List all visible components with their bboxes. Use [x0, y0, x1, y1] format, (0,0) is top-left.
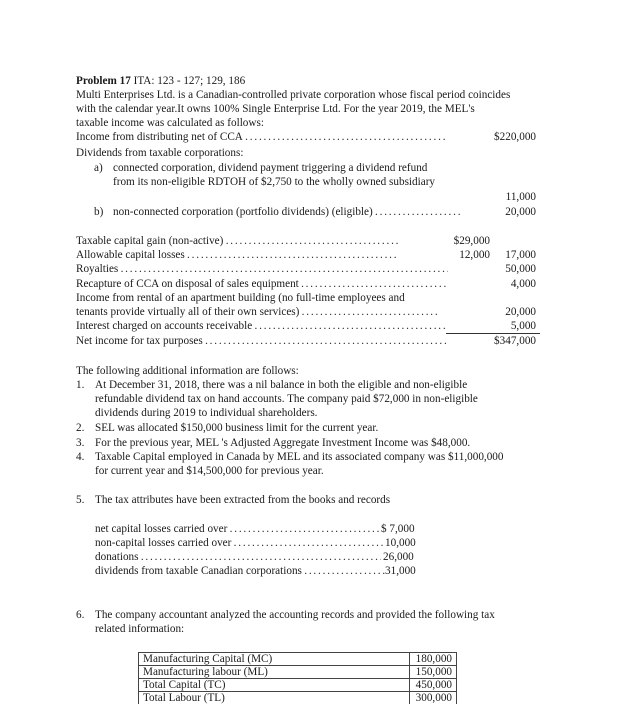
table-row — [139, 692, 457, 705]
interest-label: Interest charged on accounts receivable . . . — [76, 320, 446, 333]
attr-net-capital-losses-value: $ 7,000 — [381, 523, 415, 535]
ita-reference: ITA: 123 - 127; 129, 186 — [130, 75, 246, 87]
table-row — [139, 666, 457, 679]
dividends-heading: Dividends from taxable corporations: — [76, 147, 244, 159]
rental-line-2: tenants provide virtually all of their own services) . . . — [76, 306, 440, 319]
tc-value: 450,000 — [410, 679, 457, 692]
allowable-capital-losses-label: Allowable capital losses . . . — [76, 249, 398, 262]
net-income-label: Net income for tax purposes . . . — [76, 335, 446, 348]
recapture-value: 4,000 — [510, 278, 536, 290]
item-a-line-2: from its non-eligible RDTOH of $2,750 to the wholly owned subsidiary — [113, 176, 436, 188]
additional-item-1-num: 1. — [76, 379, 85, 391]
taxable-capital-gain-amount: $29,000 — [453, 235, 490, 247]
mc-value: 180,000 — [410, 653, 457, 666]
attr-dividends-label: dividends from taxable Canadian corporations . . . — [95, 565, 385, 578]
rental-value: 20,000 — [505, 306, 536, 318]
item-5-text: The tax attributes have been extracted from the books and records — [95, 494, 391, 506]
tc-label: Total Capital (TC) — [139, 679, 410, 692]
additional-item-1-line-3: dividends during 2019 to individual shareholders. — [95, 407, 318, 419]
net-capital-gain-value: 17,000 — [505, 249, 536, 261]
attr-donations-value: 26,000 — [383, 551, 414, 563]
additional-item-4-num: 4. — [76, 451, 85, 463]
item-6-num: 6. — [76, 609, 85, 621]
item-a-value: 11,000 — [505, 191, 536, 203]
additional-item-2-num: 2. — [76, 422, 85, 434]
taxable-capital-gain-label: Taxable capital gain (non-active) . . . — [76, 235, 398, 248]
attr-donations-label: donations . . . — [95, 551, 381, 564]
rental-line-1: Income from rental of an apartment building (no full-time employees and — [76, 292, 405, 304]
royalties-value: 50,000 — [505, 263, 536, 275]
item-6-line-2: related information: — [95, 623, 185, 635]
problem-heading — [76, 75, 245, 88]
item-5-num: 5. — [76, 494, 85, 506]
manufacturing-table — [138, 652, 457, 704]
intro-line-2: with the calendar year.It owns 100% Single Enterprise Ltd. For the year 2019, the MEL's — [76, 103, 475, 115]
ml-value: 150,000 — [410, 666, 457, 679]
tl-label: Total Labour (TL) — [139, 692, 410, 705]
table-row — [139, 679, 457, 692]
total-rule — [446, 333, 540, 334]
income-distributing-value: $220,000 — [494, 131, 536, 143]
tl-value: 300,000 — [410, 692, 457, 705]
additional-item-4-line-2: for current year and $14,500,000 for previous year. — [95, 465, 324, 477]
recapture-label: Recapture of CCA on disposal of sales equipment . . . — [76, 278, 448, 291]
item-b-label: non-connected corporation (portfolio dividends) (eligible) . . . — [113, 206, 461, 219]
royalties-label: Royalties . . . — [76, 263, 448, 276]
ml-label: Manufacturing labour (ML) — [139, 666, 410, 679]
income-distributing-label: Income from distributing net of CCA . . . — [76, 131, 448, 144]
item-a-letter: a) — [94, 162, 103, 174]
additional-item-3-line-1: For the previous year, MEL 's Adjusted Aggregate Investment Income was $48,000. — [95, 437, 471, 449]
attr-non-capital-losses-label: non-capital losses carried over . . . — [95, 537, 385, 550]
item-b-value: 20,000 — [505, 206, 536, 218]
problem-number: Problem 17 — [76, 75, 131, 87]
net-income-value: $347,000 — [494, 335, 536, 347]
additional-item-1-line-1: At December 31, 2018, there was a nil balance in both the eligible and non-eligible — [95, 379, 468, 391]
attr-net-capital-losses-label: net capital losses carried over . . . — [95, 523, 381, 536]
attr-non-capital-losses-value: 10,000 — [385, 537, 416, 549]
item-6-line-1: The company accountant analyzed the accounting records and provided the following tax — [95, 609, 495, 621]
table-row — [139, 653, 457, 666]
additional-item-1-line-2: refundable dividend tax on hand accounts. The company paid $72,000 in non-eligible — [95, 393, 478, 405]
additional-heading: The following additional information are follows: — [76, 365, 299, 377]
mc-label: Manufacturing Capital (MC) — [139, 653, 410, 666]
intro-line-1: Multi Enterprises Ltd. is a Canadian-controlled private corporation whose fiscal period coincides — [76, 89, 511, 101]
intro-line-3: taxable income was calculated as follows: — [76, 117, 264, 129]
item-b-letter: b) — [94, 206, 104, 218]
attr-dividends-value: 31,000 — [385, 565, 416, 577]
additional-item-2-line-1: SEL was allocated $150,000 business limit for the current year. — [95, 422, 379, 434]
item-a-line-1: connected corporation, dividend payment triggering a dividend refund — [113, 162, 428, 174]
additional-item-3-num: 3. — [76, 437, 85, 449]
allowable-capital-losses-amount: 12,000 — [459, 249, 490, 261]
interest-value: 5,000 — [510, 320, 536, 332]
additional-item-4-line-1: Taxable Capital employed in Canada by MEL and its associated company was $11,000,000 — [95, 451, 504, 463]
